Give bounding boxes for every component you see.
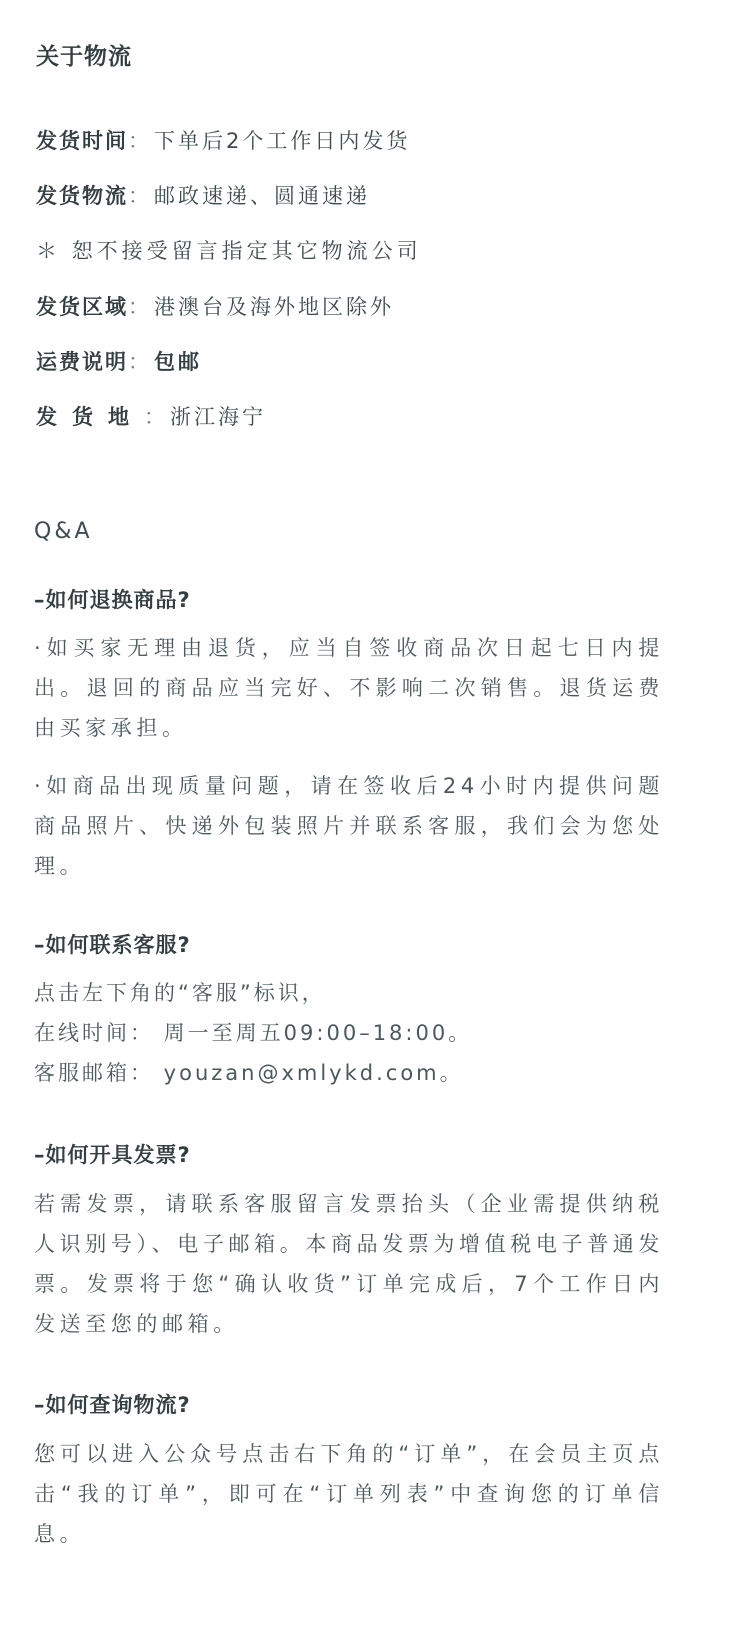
ship-time-label: 发货时间 [36,129,128,153]
question-return: –如何退换商品? [34,588,191,612]
ship-from-colon: ： [144,405,168,429]
ship-time-value: 下单后2个工作日内发货 [154,129,411,153]
shipping-fee-colon: ： [128,350,152,374]
answer-return-2: ·如商品出现质量问题，请在签收后24小时内提供问题商品照片、快递外包装照片并联系客服，我们会为您处理。 [34,774,664,878]
answer-invoice: 若需发票，请联系客服留言发票抬头（企业需提供纳税人识别号）、电子邮箱。本商品发票为增值税电子普通发票。发票将于您“确认收货”订单完成后，7个工作日内发送至您的邮箱。 [34,1192,664,1336]
shipping-fee-row [36,345,202,379]
courier-note: ＊ 恕不接受留言指定其它物流公司 [36,239,422,263]
ship-region-label: 发货区域 [36,295,128,319]
ship-courier-value: 邮政速递、圆通速递 [154,184,370,208]
ship-from-label: 发货地 [36,405,144,429]
contact-line-click: 点击左下角的“客服”标识， [34,981,326,1005]
shipping-fee-label: 运费说明 [36,350,128,374]
ship-region-colon: ： [128,295,152,319]
ship-time-colon: ： [128,129,152,153]
logistics-title: 关于物流 [36,44,132,70]
contact-line-hours: 在线时间： 周一至周五09:00–18:00。 [34,1021,473,1045]
question-contact: –如何联系客服? [34,933,191,957]
ship-courier-colon: ： [128,184,152,208]
question-invoice: –如何开具发票? [34,1143,191,1167]
question-tracking: –如何查询物流? [34,1393,191,1417]
ship-region-value: 港澳台及海外地区除外 [154,295,394,319]
ship-from-row [36,400,266,434]
answer-contact [34,973,664,1093]
ship-courier-row [36,179,370,213]
answer-tracking: 您可以进入公众号点击右下角的“订单”，在会员主页点击“我的订单”，即可在“订单列表”中查询您的订单信息。 [34,1442,664,1546]
contact-line-email: 客服邮箱： youzan@xmlykd.com。 [34,1061,464,1085]
shipping-fee-value: 包邮 [154,350,202,374]
ship-from-value: 浙江海宁 [170,405,266,429]
ship-time-row [36,124,410,158]
answer-return-1: ·如买家无理由退货，应当自签收商品次日起七日内提出。退回的商品应当完好、不影响二次销售。退货运费由买家承担。 [34,636,664,740]
qa-title: Q&A [34,519,93,544]
ship-region-row [36,290,394,324]
ship-courier-label: 发货物流 [36,184,128,208]
